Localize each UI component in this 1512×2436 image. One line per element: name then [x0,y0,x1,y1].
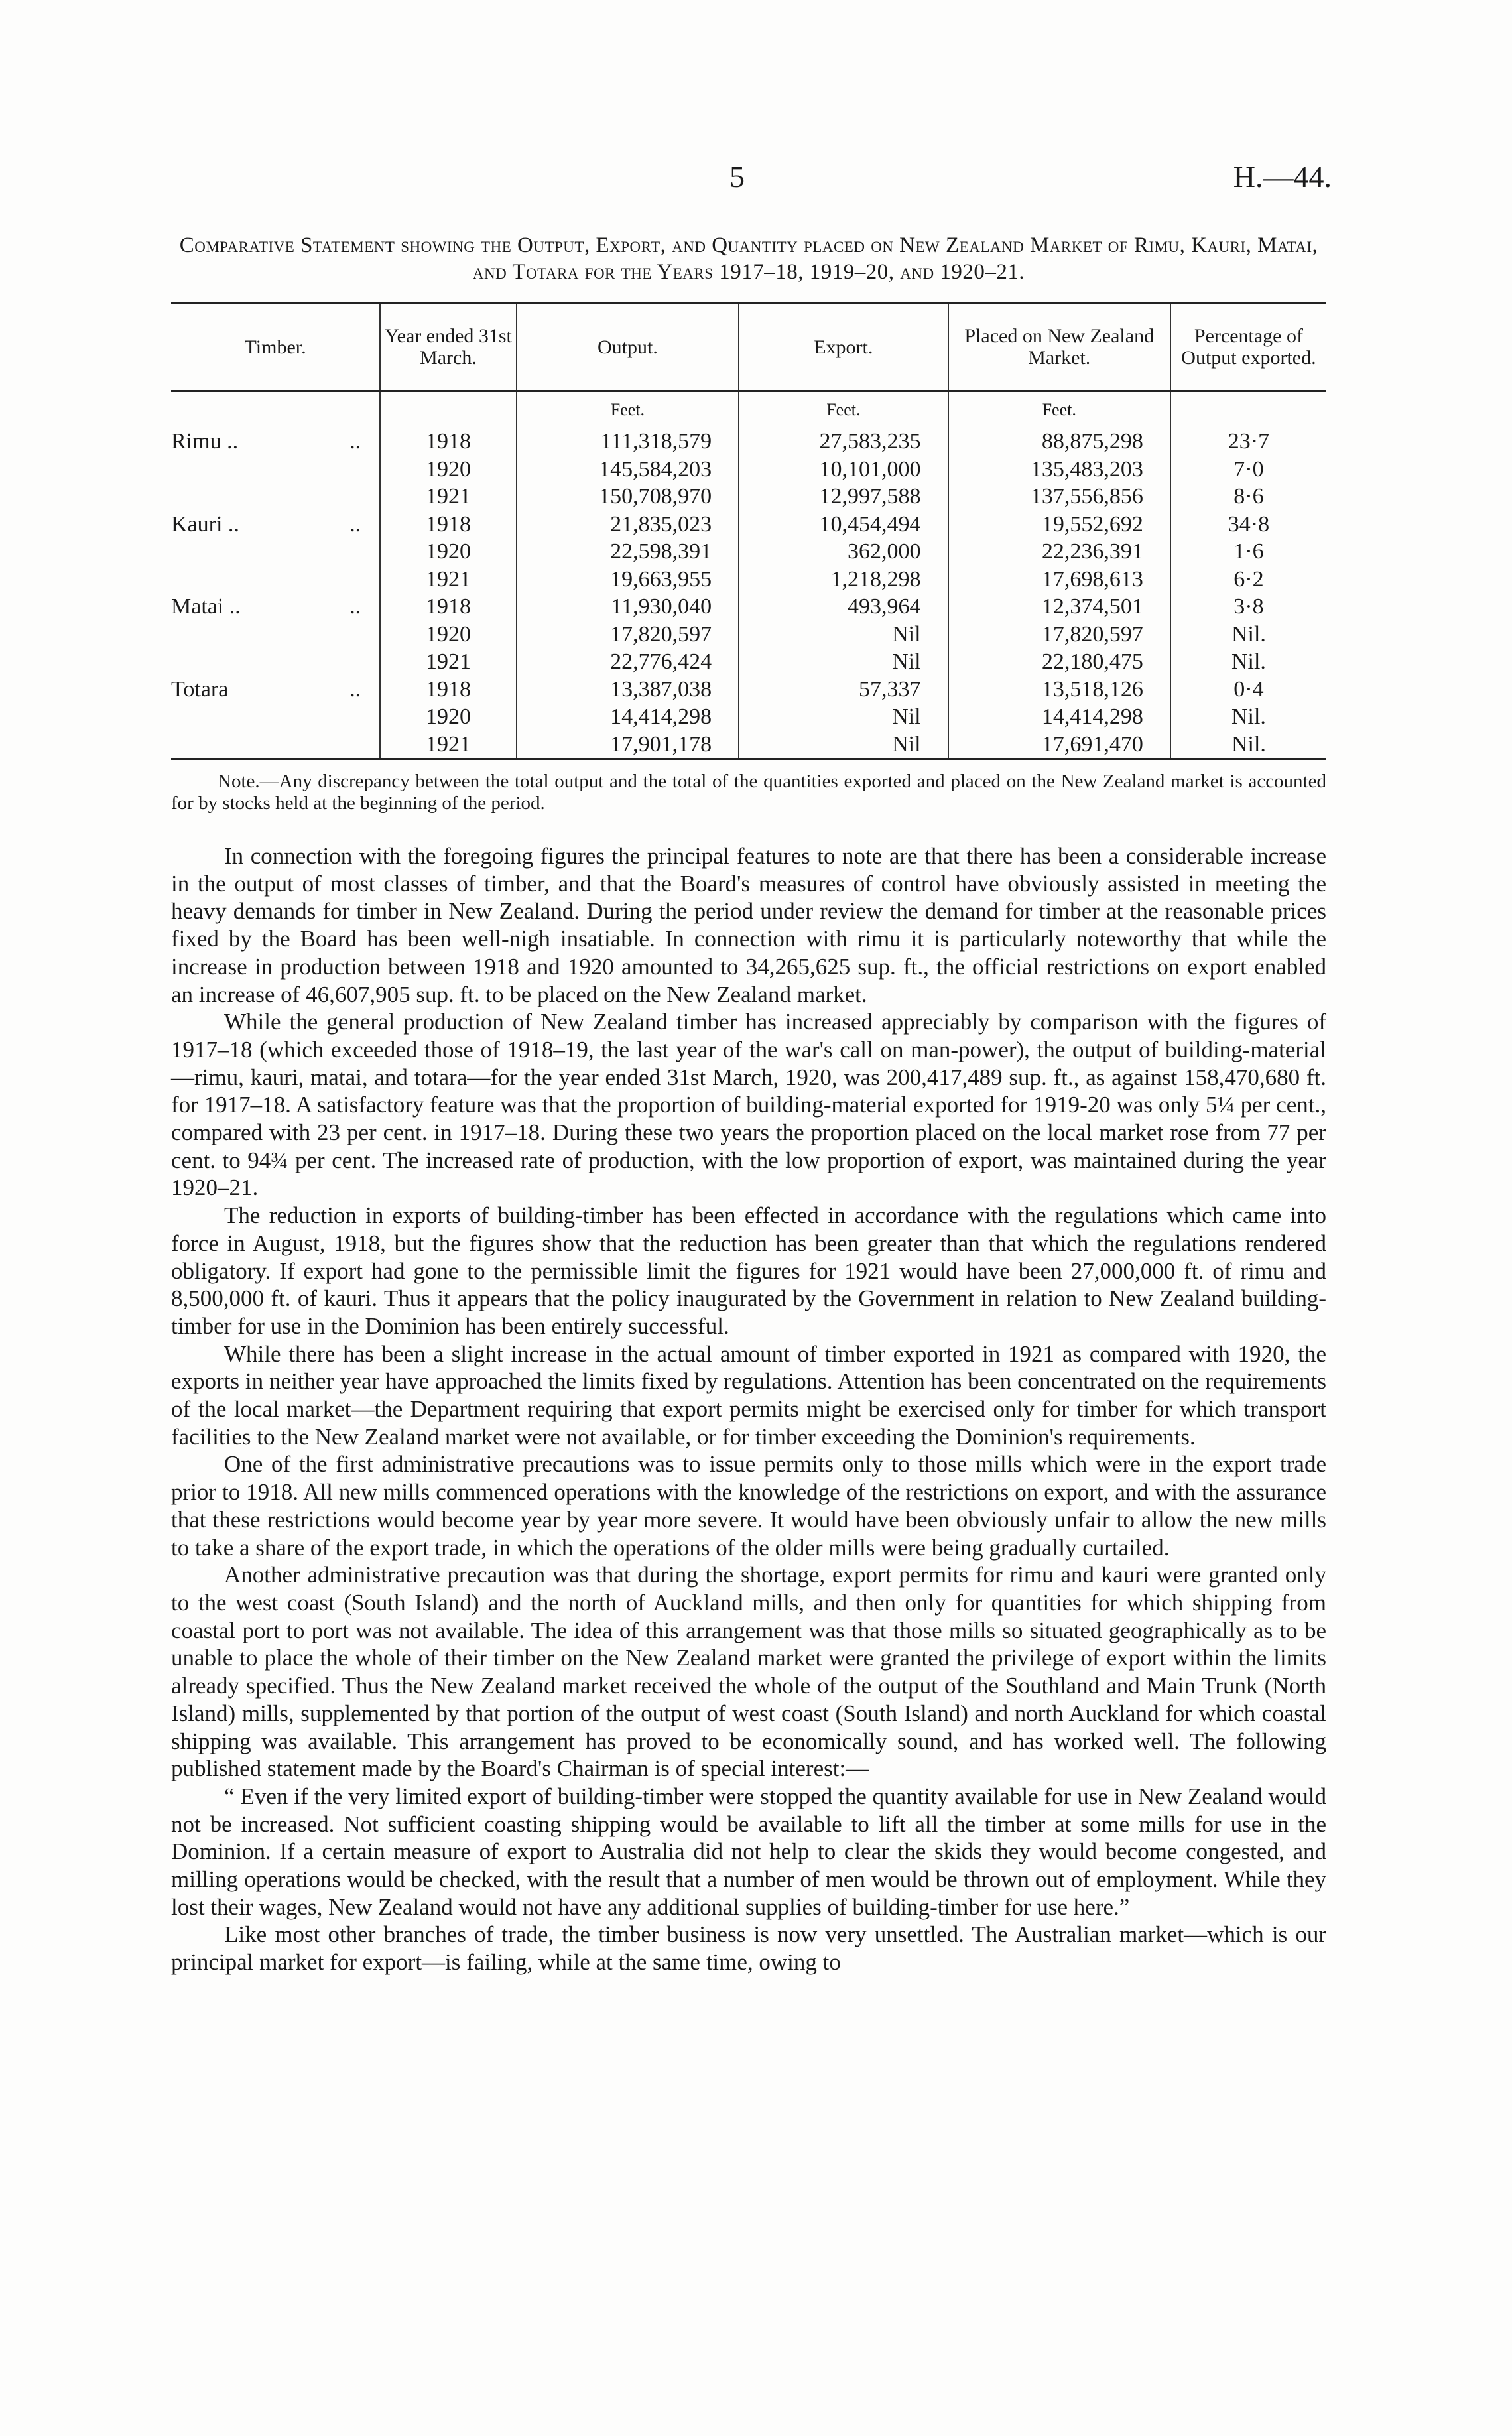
table-cell: 1918 [380,511,517,539]
table-cell: 14,414,298 [948,703,1170,731]
table-row [171,593,1326,621]
table-cell: 1921 [380,648,517,676]
unit-label: Feet. [517,391,739,428]
table-cell: 22,598,391 [517,538,739,566]
table-cell: 17,691,470 [948,731,1170,759]
table-row [171,676,1326,704]
column-header: Year ended 31st March. [380,303,517,391]
timber-name [171,511,380,539]
paragraph: Another administrative precaution was that during the shortage, export permits for rimu and kauri were granted only to the west coast (South Island) and the north of Auckland mills, and then only for quantities for which shipping from coastal port to port was not available. The idea of this arrangement was that those mills so situated geographically as to be unable to place the whole of their timber on the New Zealand market were granted the privilege of export within the limits already specified. Thus the New Zealand market received the whole of the output of the Southland and Main Trunk (North Island) mills, supplemented by that portion of the output of west coast (South Island) and north Auckland for which coastal shipping was available. This arrangement has proved to be economically sound, and has worked well. The following published statement made by the Board's Chairman is of special interest:— [171,1562,1326,1782]
table-cell: 34·8 [1170,511,1326,539]
table-cell: 17,820,597 [517,621,739,649]
table-cell: 14,414,298 [517,703,739,731]
unit-label [171,391,380,428]
paragraph: “ Even if the very limited export of building-timber were stopped the quantity available for use in New Zealand would not be increased. Not sufficient coasting shipping would be available to lift all the timber at some mills for use in the Dominion. If a certain measure of export to Australia did not help to clear the skids they would become congested, and milling operations would be checked, with the result that a number of men would be thrown out of employment. While they lost their wages, New Zealand would not have any additional supplies of building-timber for use here.” [171,1783,1326,1920]
table-cell: 1920 [380,456,517,483]
table-cell: 6·2 [1170,566,1326,594]
table-row [171,428,1326,456]
table-cell: 23·7 [1170,428,1326,456]
leader-dots: .. [349,429,361,454]
table-row [171,483,1326,511]
body-text [171,842,1326,1976]
table-cell: 1918 [380,676,517,704]
table-cell: 1920 [380,621,517,649]
table-cell: 17,901,178 [517,731,739,759]
unit-label [1170,391,1326,428]
table-cell: 11,930,040 [517,593,739,621]
timber-name [171,648,380,676]
paragraph: In connection with the foregoing figures the principal features to note are that there has been a considerable increase in the output of most classes of timber, and that the Board's measures of control have obviously assisted in meeting the heavy demands for timber in New Zealand. During the period under review the demand for timber at the reasonable prices fixed by the Board has been well-nigh insatiable. In connection with rimu it is particularly noteworthy that while the increase in production between 1918 and 1920 amounted to 34,265,625 sup. ft., the official restrictions on export enabled an increase of 46,607,905 sup. ft. to be placed on the New Zealand market. [171,843,1326,1007]
table-cell: 13,518,126 [948,676,1170,704]
table-title: Comparative Statement showing the Output, Export, and Quantity placed on New Zealand Market of Rimu, Kauri, Matai, and Totara for the Years 1917–18, 1919–20, and 1920–21. [179,233,1318,284]
table-cell: Nil [739,621,948,649]
table-cell: 111,318,579 [517,428,739,456]
unit-label: Feet. [948,391,1170,428]
column-header: Placed on New Zealand Market. [948,303,1170,391]
timber-statistics-table [171,302,1326,760]
table-cell: 1920 [380,538,517,566]
table-row [171,731,1326,759]
table-cell: Nil. [1170,621,1326,649]
paragraph: While the general production of New Zealand timber has increased appreciably by comparison with the figures of 1917–18 (which exceeded those of 1918–19, the last year of the war's call on man-power), the output of building-material—rimu, kauri, matai, and totara—for the year ended 31st March, 1920, was 200,417,489 sup. ft., as against 158,470,680 ft. for 1917–18. A satisfactory feature was that the proportion of building-material exported for 1919-20 was only 5¼ per cent., compared with 23 per cent. in 1917–18. During these two years the proportion placed on the local market rose from 77 per cent. to 94¾ per cent. The increased rate of production, with the low proportion of export, was maintained during the year 1920–21. [171,1009,1326,1201]
table-cell: 22,180,475 [948,648,1170,676]
timber-name [171,676,380,704]
table-cell: 150,708,970 [517,483,739,511]
timber-name [171,731,380,759]
leader-dots: .. [349,511,361,537]
table-cell: 7·0 [1170,456,1326,483]
table-row [171,621,1326,649]
table-cell: 1918 [380,428,517,456]
table-cell: 22,776,424 [517,648,739,676]
timber-name [171,621,380,649]
unit-label [380,391,517,428]
table-cell: 88,875,298 [948,428,1170,456]
timber-name [171,593,380,621]
table-row [171,511,1326,539]
column-header: Timber. [171,303,380,391]
table-cell: 57,337 [739,676,948,704]
column-header: Export. [739,303,948,391]
timber-name [171,456,380,483]
table-row [171,566,1326,594]
table-cell: 1921 [380,731,517,759]
table-row [171,456,1326,483]
document-reference: H.—44. [1233,160,1332,194]
leader-dots: .. [349,676,361,702]
timber-name [171,703,380,731]
table-cell: 145,584,203 [517,456,739,483]
table-cell: 21,835,023 [517,511,739,539]
table-cell: 1920 [380,703,517,731]
table-cell: 19,552,692 [948,511,1170,539]
table-cell: Nil [739,731,948,759]
table-cell: 0·4 [1170,676,1326,704]
table-cell: 1·6 [1170,538,1326,566]
table-cell: 17,698,613 [948,566,1170,594]
table-cell: 22,236,391 [948,538,1170,566]
table-cell: 362,000 [739,538,948,566]
table-cell: Nil. [1170,703,1326,731]
table-cell: 1918 [380,593,517,621]
timber-name [171,428,380,456]
table-cell: 1,218,298 [739,566,948,594]
page-number: 5 [729,160,745,194]
table-cell: 13,387,038 [517,676,739,704]
table-cell: 1921 [380,483,517,511]
timber-label: Rimu .. [171,429,239,454]
table-cell: Nil [739,703,948,731]
table-cell: 19,663,955 [517,566,739,594]
table-cell: 3·8 [1170,593,1326,621]
table-cell: 27,583,235 [739,428,948,456]
table-cell: 12,374,501 [948,593,1170,621]
timber-name [171,566,380,594]
table-cell: 1921 [380,566,517,594]
table-cell: Nil. [1170,648,1326,676]
timber-label: Totara [171,676,229,702]
table-cell: Nil [739,648,948,676]
table-row [171,703,1326,731]
column-header: Output. [517,303,739,391]
paragraph: Like most other branches of trade, the timber business is now very unsettled. The Australian market—which is our principal market for export—is failing, while at the same time, owing to [171,1921,1326,1976]
timber-label: Kauri .. [171,511,239,537]
table-note: Note.—Any discrepancy between the total output and the total of the quantities exported and placed on the New Zealand market is accounted for by stocks held at the beginning of the period. [171,771,1326,814]
unit-label: Feet. [739,391,948,428]
table-cell: 8·6 [1170,483,1326,511]
paragraph: The reduction in exports of building-timber has been effected in accordance with the regulations which came into force in August, 1918, but the figures show that the reduction has been greater than that which the regulations rendered obligatory. If export had gone to the permissible limit the figures for 1921 would have been 27,000,000 ft. of rimu and 8,500,000 ft. of kauri. Thus it appears that the policy inaugurated by the Government in relation to New Zealand building-timber for use in the Dominion has been entirely successful. [171,1202,1326,1339]
column-header: Percentage of Output exported. [1170,303,1326,391]
table-cell: 10,101,000 [739,456,948,483]
table-cell: Nil. [1170,731,1326,759]
timber-name [171,538,380,566]
table-cell: 12,997,588 [739,483,948,511]
timber-name [171,483,380,511]
table-cell: 135,483,203 [948,456,1170,483]
table-cell: 17,820,597 [948,621,1170,649]
table-row [171,538,1326,566]
table-cell: 137,556,856 [948,483,1170,511]
paragraph: One of the first administrative precautions was to issue permits only to those mills which were in the export trade prior to 1918. All new mills commenced operations with the knowledge of the restrictions on export, and with the assurance that these restrictions would become year by year more severe. It would have been obviously unfair to allow the new mills to take a share of the export trade, in which the operations of the older mills were being gradually curtailed. [171,1451,1326,1561]
leader-dots: .. [349,594,361,619]
paragraph: While there has been a slight increase in the actual amount of timber exported in 1921 as compared with 1920, the exports in neither year have approached the limits fixed by regulations. Attention has been concentrated on the requirements of the local market—the Department requiring that export permits might be exercised only for timber for which transport facilities to the New Zealand market were not available, or for timber exceeding the Dominion's requirements. [171,1340,1326,1450]
table-cell: 493,964 [739,593,948,621]
table-row [171,648,1326,676]
table-cell: 10,454,494 [739,511,948,539]
timber-label: Matai .. [171,594,241,619]
